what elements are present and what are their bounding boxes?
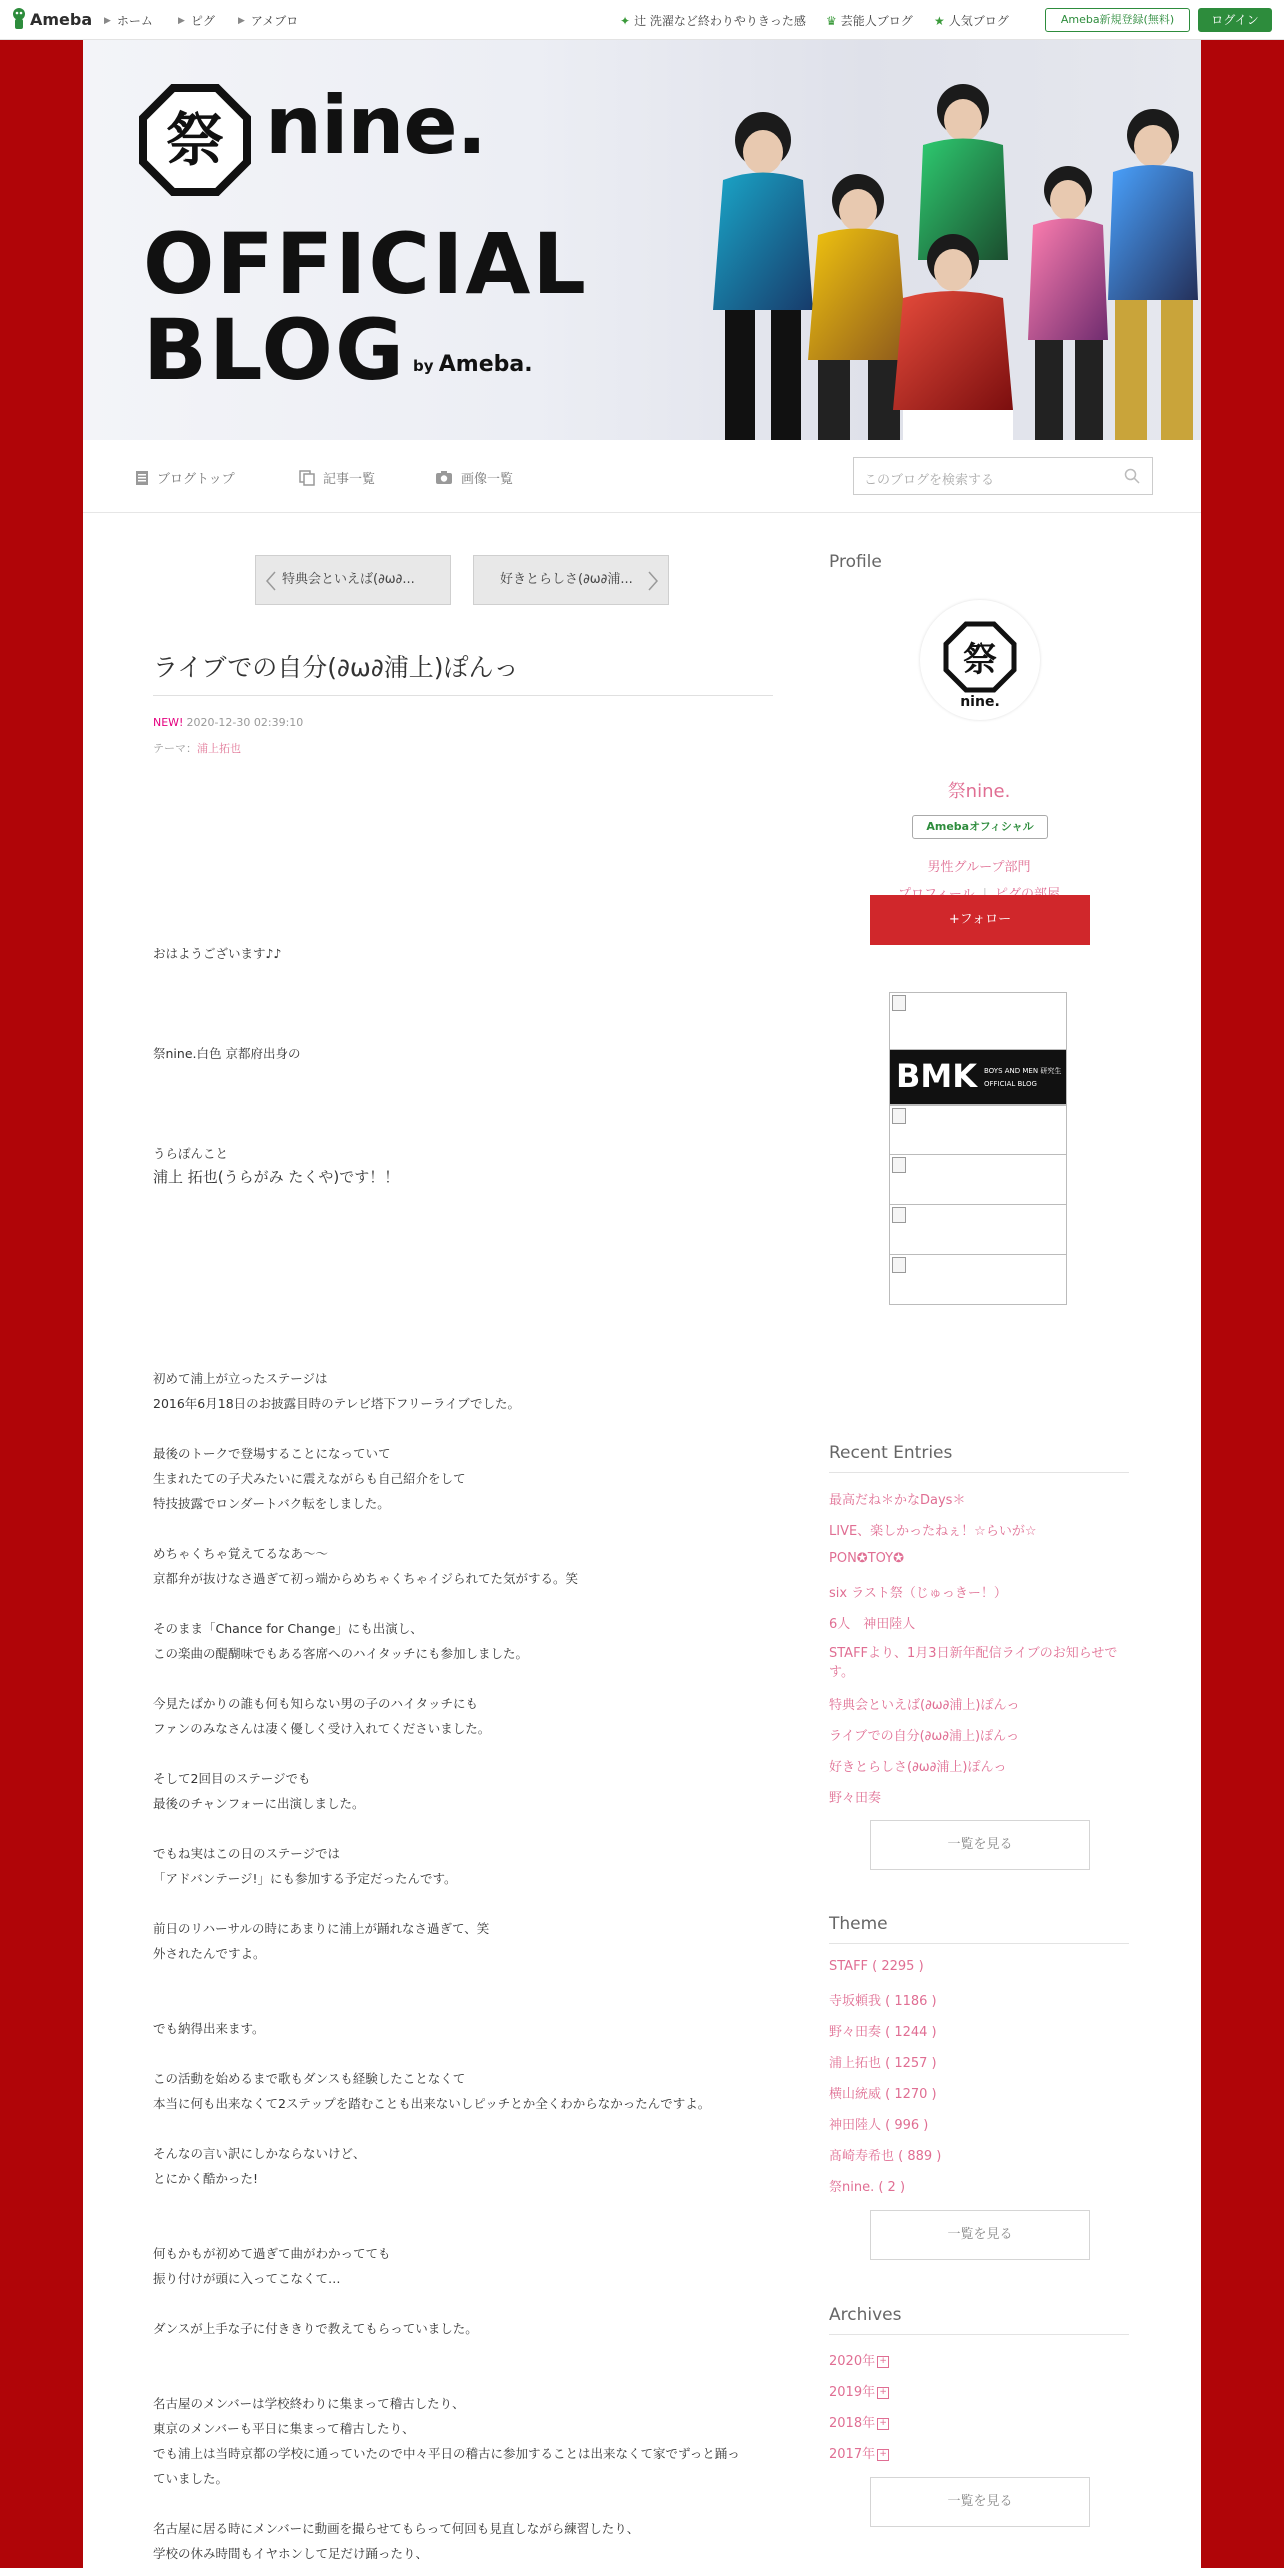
archive-year[interactable] <box>829 2412 889 2431</box>
new-badge: NEW! <box>153 716 184 729</box>
caret-right-icon: ▶ <box>178 15 185 26</box>
profile-heading: Profile <box>829 552 882 572</box>
theme-link[interactable]: 浦上拓也 <box>197 742 241 755</box>
archive-year[interactable] <box>829 2350 889 2369</box>
caret-right-icon: ▶ <box>238 15 245 26</box>
body-line: そして2回目のステージでも <box>153 1771 311 1786</box>
section-divider <box>829 1943 1129 1944</box>
nav-home-label: ホーム <box>116 14 153 28</box>
popular-blog-label: 人気ブログ <box>948 14 1009 28</box>
broken-image-icon <box>892 1257 906 1273</box>
body-line: おはようございます♪♪ <box>153 946 282 961</box>
body-line: 外されたんですよ。 <box>153 1946 266 1961</box>
byline-by: by <box>413 357 434 375</box>
bmk-subtitle-1: BOYS AND MEN 研究生 <box>984 1067 1062 1075</box>
theme-more-button[interactable]: 一覧を見る <box>870 2210 1090 2260</box>
sparkle-icon: ✦ <box>620 13 631 28</box>
profile-category[interactable]: 男性グループ部門 <box>927 860 1031 875</box>
next-article-button[interactable] <box>473 555 669 605</box>
svg-text:祭: 祭 <box>165 106 225 174</box>
body-line: ダンスが上手な子に付ききりで教えてもらっていました。 <box>153 2321 478 2336</box>
article-list-label: 記事一覧 <box>323 472 376 487</box>
image-list-label: 画像一覧 <box>461 472 514 487</box>
body-line: 名古屋のメンバーは学校終わりに集まって稽古したり、 <box>153 2396 465 2411</box>
body-line: 振り付けが頭に入ってこなくて… <box>153 2271 341 2286</box>
article-list-link[interactable] <box>299 468 375 487</box>
broken-image-icon <box>892 1108 906 1124</box>
avatar[interactable] <box>920 600 1040 720</box>
camera-icon <box>435 470 453 485</box>
svg-text:nine.: nine. <box>960 694 1000 710</box>
banner-image-broken[interactable] <box>889 1154 1067 1205</box>
section-divider <box>829 1472 1129 1473</box>
theme-prefix: テーマ： <box>153 742 197 755</box>
chevron-left-icon <box>266 571 276 591</box>
body-line: そのまま「Chance for Change」にも出演し、 <box>153 1621 423 1636</box>
logo-text: Ameba <box>30 9 93 29</box>
article-date: 2020-12-30 02:39:10 <box>186 716 304 729</box>
official-badge[interactable]: Amebaオフィシャル <box>912 815 1048 839</box>
body-line: 最後のチャンフォーに出演しました。 <box>153 1796 365 1811</box>
next-article-label: 好きとらしさ(∂ω∂浦... <box>500 572 633 587</box>
group-photo <box>653 40 1201 440</box>
body-line: ていました。 <box>153 2471 229 2486</box>
body-line: 生まれたての子犬みたいに震えながらも自己紹介をして <box>153 1471 466 1486</box>
blog-container <box>83 40 1201 2568</box>
body-line: 何もかもが初めて過ぎて曲がわかってても <box>153 2246 391 2261</box>
brand-wordmark: nine. <box>265 79 486 172</box>
theme-link[interactable]: STAFF ( 2295 ) <box>829 1959 924 1974</box>
search-placeholder: このブログを検索する <box>864 473 995 488</box>
body-line: 東京のメンバーも平日に集まって稽古したり、 <box>153 2421 415 2436</box>
popular-blog-link[interactable] <box>934 12 1009 29</box>
body-line: 京都弁が抜けなさ過ぎて初っ端からめちゃくちゃイジられてた気がする。笑 <box>153 1571 579 1586</box>
banner-image-broken[interactable] <box>889 1254 1067 1305</box>
banner-official-text: OFFICIAL <box>143 215 588 313</box>
topic-link[interactable] <box>620 12 806 29</box>
nav-ameblo[interactable] <box>238 12 298 29</box>
archive-year[interactable] <box>829 2443 889 2462</box>
bmk-banner[interactable] <box>889 1049 1067 1105</box>
broken-image-icon <box>892 1207 906 1223</box>
bmk-title: BMK <box>896 1057 978 1095</box>
theme-heading: Theme <box>829 1914 888 1934</box>
topic-link-label: 辻 洗濯など終わりやりきった感 <box>634 14 806 28</box>
register-button[interactable]: Ameba新規登録(無料) <box>1045 8 1190 32</box>
broken-image-icon <box>892 1157 906 1173</box>
body-line: この楽曲の醍醐味でもある客席へのハイタッチにも参加しました。 <box>153 1646 529 1661</box>
body-line: めちゃくちゃ覚えてるなあ〜〜 <box>153 1546 329 1561</box>
nav-pigg[interactable] <box>178 12 215 29</box>
caret-right-icon: ▶ <box>104 15 111 26</box>
expand-plus-icon[interactable]: + <box>877 2387 889 2399</box>
theme-link[interactable]: 横山統威 ( 1270 ) <box>829 2087 937 2102</box>
body-line: 浦上 拓也(うらがみ たくや)です！！ <box>153 1168 400 1186</box>
body-line: 最後のトークで登場することになっていて <box>153 1446 391 1461</box>
expand-plus-icon[interactable]: + <box>877 2449 889 2461</box>
body-line: とにかく酷かった! <box>153 2171 259 2186</box>
nav-home[interactable] <box>104 12 153 29</box>
chevron-right-icon <box>648 571 658 591</box>
archive-year-label: 2018年 <box>829 2416 876 2431</box>
body-line: 前日のリハーサルの時にあまりに浦上が踊れなさ過ぎて、笑 <box>153 1921 490 1936</box>
body-line: でもね実はこの日のステージでは <box>153 1846 341 1861</box>
prev-article-button[interactable] <box>255 555 451 605</box>
blog-nav <box>83 440 1201 513</box>
banner-image-broken[interactable] <box>889 992 1067 1050</box>
bmk-subtitle-2: OFFICIAL BLOG <box>984 1080 1037 1088</box>
theme-link[interactable]: 神田陸人 ( 996 ) <box>829 2118 929 2133</box>
recent-entry-link[interactable]: 野々田奏 <box>829 1791 882 1806</box>
expand-plus-icon[interactable]: + <box>877 2418 889 2430</box>
recent-entry-link[interactable]: PON✪TOY✪ <box>829 1551 904 1566</box>
svg-text:祭: 祭 <box>963 640 997 680</box>
search-icon[interactable] <box>1124 468 1140 484</box>
matsuri-emblem-icon <box>920 600 1040 720</box>
body-line: 今見たばかりの誰も何も知らない男の子のハイタッチにも <box>153 1696 479 1711</box>
archive-year[interactable] <box>829 2381 889 2400</box>
recent-entry-link[interactable]: ライブでの自分(∂ω∂浦上)ぽんっ <box>829 1729 1020 1744</box>
profile-name[interactable]: 祭nine. <box>947 781 1011 802</box>
article-title[interactable]: ライブでの自分(∂ω∂浦上)ぽんっ <box>153 653 519 682</box>
nav-ameblo-label: アメブロ <box>250 14 299 28</box>
recent-entry-link[interactable]: 6人 神田陸人 <box>829 1617 916 1632</box>
recent-more-button[interactable]: 一覧を見る <box>870 1820 1090 1870</box>
article-meta <box>153 716 303 729</box>
recent-entry-link[interactable]: six ラスト祭（じゅっきー！） <box>829 1586 1007 1601</box>
byline-brand: Ameba. <box>438 352 533 377</box>
document-icon <box>135 470 149 486</box>
blog-top-link[interactable] <box>135 468 235 487</box>
expand-plus-icon[interactable]: + <box>877 2356 889 2368</box>
body-line: うらぽんこと <box>153 1146 229 1161</box>
archive-year-label: 2019年 <box>829 2385 876 2400</box>
follow-button[interactable]: +フォロー <box>870 895 1090 945</box>
body-line: この活動を始めるまで歌もダンスも経験したことなくて <box>153 2071 466 2086</box>
ameba-mascot-icon <box>11 7 27 31</box>
ameba-logo[interactable] <box>11 7 92 31</box>
blog-top-label: ブログトップ <box>157 472 235 487</box>
body-line: 本当に何も出来なくて2ステップを踏むことも出来ないしピッチとか全くわからなかったんですよ。 <box>153 2096 711 2111</box>
body-line: 2016年6月18日のお披露目時のテレビ塔下フリーライブでした。 <box>153 1396 521 1411</box>
body-line: 特技披露でロンダートバク転をしました。 <box>153 1496 390 1511</box>
recent-entry-link[interactable]: STAFFより、1月3日新年配信ライブのお知らせです。 <box>829 1646 1118 1680</box>
recent-entry-link[interactable]: 特典会といえば(∂ω∂浦上)ぽんっ <box>829 1698 1020 1713</box>
theme-link[interactable]: 浦上拓也 ( 1257 ) <box>829 2056 937 2071</box>
blog-header-banner[interactable] <box>83 40 1201 440</box>
blog-search-input[interactable] <box>853 457 1153 495</box>
body-line: 祭nine.白色 京都府出身の <box>153 1046 301 1061</box>
recent-entry-link[interactable]: 最高だね＊かなDays＊ <box>829 1493 966 1508</box>
copy-icon <box>299 470 315 486</box>
celebrity-blog-label: 芸能人ブログ <box>840 14 913 28</box>
body-line: でも浦上は当時京都の学校に通っていたので中々平日の稽古に参加することは出来なくて家でずっと踊っ <box>153 2446 740 2461</box>
image-list-link[interactable] <box>435 468 513 487</box>
archive-year-label: 2017年 <box>829 2447 876 2462</box>
title-divider <box>153 695 773 696</box>
broken-image-icon <box>892 995 906 1011</box>
prev-article-label: 特典会といえば(∂ω∂... <box>282 572 415 587</box>
recent-entry-link[interactable]: LIVE、楽しかったねぇ！☆らいが☆ <box>829 1524 1037 1539</box>
body-line: 初めて浦上が立ったステージは <box>153 1371 328 1386</box>
theme-link[interactable]: 寺坂頼我 ( 1186 ) <box>829 1994 937 2009</box>
body-line: 「アドバンテージ!」にも参加する予定だったんです。 <box>153 1871 457 1886</box>
banner-image-broken[interactable] <box>889 1204 1067 1255</box>
star-icon: ★ <box>934 13 945 28</box>
celebrity-blog-link[interactable] <box>826 12 913 29</box>
sidebar-banners <box>889 992 1069 1305</box>
body-line: そんなの言い訳にしかならないけど、 <box>153 2146 366 2161</box>
section-divider <box>829 2334 1129 2335</box>
banner-byline <box>413 352 533 377</box>
archives-heading: Archives <box>829 2305 902 2325</box>
theme-link[interactable]: 野々田奏 ( 1244 ) <box>829 2025 937 2040</box>
body-line: ファンのみなさんは凄く優しく受け入れてくださいました。 <box>153 1721 491 1736</box>
body-line: 名古屋に居る時にメンバーに動画を撮らせてもらって何回も見直しながら練習したり、 <box>153 2521 640 2536</box>
theme-link[interactable]: 髙崎寿希也 ( 889 ) <box>829 2149 942 2164</box>
recent-entry-link[interactable]: 好きとらしさ(∂ω∂浦上)ぽんっ <box>829 1760 1007 1775</box>
nav-pigg-label: ピグ <box>190 14 215 28</box>
theme-link[interactable]: 祭nine. ( 2 ) <box>829 2180 906 2195</box>
matsuri-emblem-icon <box>139 84 251 196</box>
login-button[interactable]: ログイン <box>1198 8 1272 32</box>
archive-year-label: 2020年 <box>829 2354 876 2369</box>
article-theme <box>153 740 241 756</box>
global-header <box>0 0 1284 40</box>
banner-blog-text: BLOG <box>143 301 406 399</box>
body-line: でも納得出来ます。 <box>153 2021 265 2036</box>
recent-entries-heading: Recent Entries <box>829 1443 953 1463</box>
crown-icon: ♛ <box>826 13 837 28</box>
archives-more-button[interactable]: 一覧を見る <box>870 2477 1090 2527</box>
body-line: 学校の休み時間もイヤホンして足だけ踊ったり、 <box>153 2546 429 2561</box>
banner-image-broken[interactable] <box>889 1105 1067 1155</box>
